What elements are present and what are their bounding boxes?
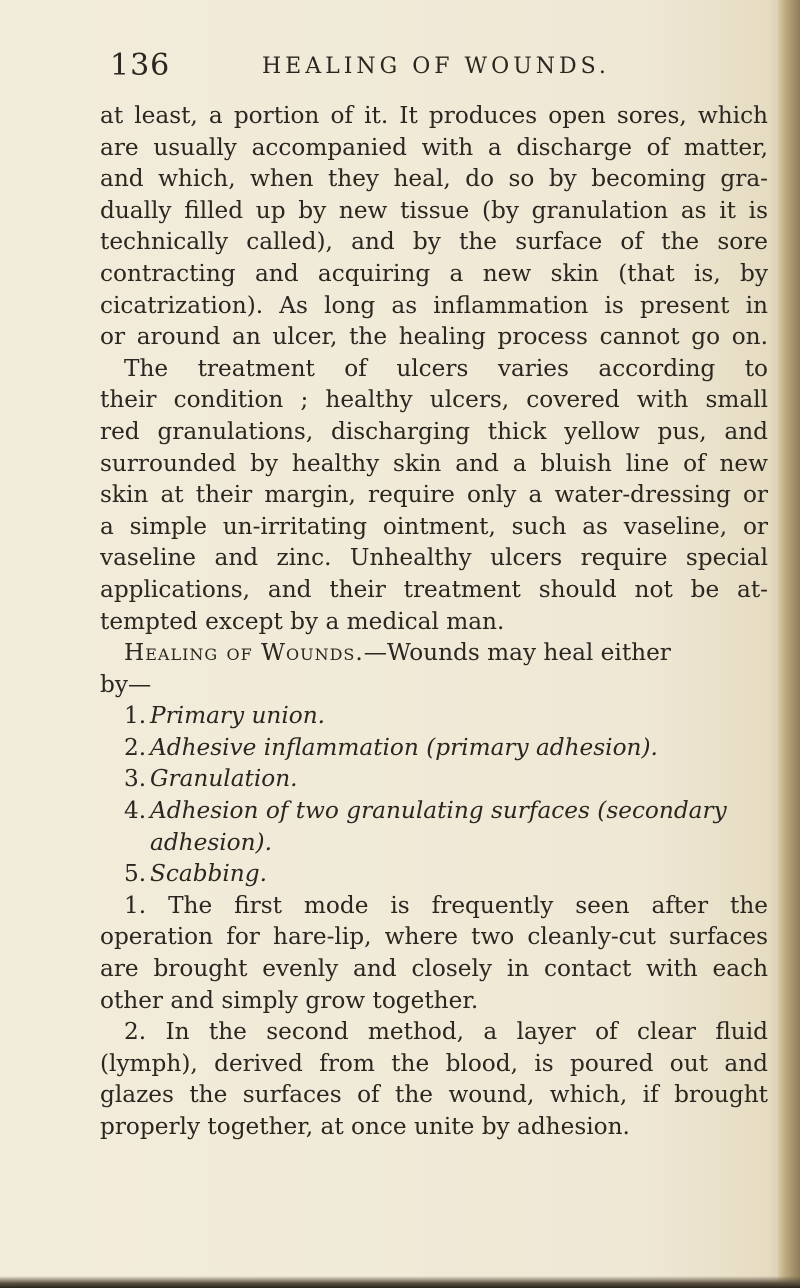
text-line: (lymph), derived from the blood, is poured out and (100, 1049, 768, 1077)
list-text: Adhesion of two granulating surfaces (secondary (150, 797, 727, 825)
text-line: other and simply grow together. (100, 986, 479, 1014)
list-item (100, 795, 768, 827)
section-heading-line (100, 637, 768, 669)
page-edge-shadow (778, 0, 800, 1288)
list-text: Scabbing. (150, 860, 267, 888)
text-fragment: —Wounds may heal either (363, 639, 671, 667)
list-item (100, 763, 768, 795)
text-line: contracting and acquiring a new skin (that is, by (100, 259, 768, 287)
page-header (0, 48, 800, 88)
text-line: red granulations, discharging thick yellow pus, and (100, 417, 768, 445)
running-head: HEALING OF WOUNDS. (262, 54, 610, 79)
text-line: The treatment of ulcers varies according to (124, 354, 768, 382)
list-text: Adhesive inflammation (primary adhesion). (150, 733, 658, 761)
text-line: 1. The first mode is frequently seen after the (124, 891, 768, 919)
section-heading: Healing of Wounds. (124, 639, 364, 667)
list-item (100, 700, 768, 732)
list-item (100, 732, 768, 764)
text-line: or around an ulcer, the healing process cannot go on. (100, 323, 768, 351)
text-line: cicatrization). As long as inflammation is present in (100, 291, 768, 319)
text-line: are brought evenly and closely in contact with each (100, 955, 768, 983)
page-number: 136 (110, 48, 171, 83)
text-line: at least, a portion of it. It produces open sores, which (100, 102, 768, 129)
list-text: Granulation. (150, 765, 298, 793)
text-line: dually filled up by new tissue (by granulation as it is (100, 196, 768, 224)
text-line: vaseline and zinc. Unhealthy ulcers require special (100, 544, 768, 572)
text-line: and which, when they heal, do so by becoming gra- (100, 165, 768, 193)
text-line: their condition ; healthy ulcers, covered with small (100, 386, 768, 414)
text-line: are usually accompanied with a discharge of matter, (100, 133, 768, 161)
list-number: 1. (124, 702, 147, 730)
page-body (100, 100, 768, 1143)
list-item-continuation: adhesion). (150, 828, 272, 856)
text-line: surrounded by healthy skin and a bluish line of new (100, 449, 768, 477)
text-line: a simple un-irritating ointment, such as vaseline, or (100, 512, 768, 540)
list-number: 2. (124, 733, 147, 761)
list-text: Primary union. (150, 702, 326, 730)
text-line: skin at their margin, require only a water-dressing or (100, 481, 768, 509)
list-number: 4. (124, 797, 147, 825)
list-number: 3. (124, 765, 147, 793)
text-line: tempted except by a medical man. (100, 607, 505, 635)
text-line: properly together, at once unite by adhesion. (100, 1113, 630, 1140)
text-line: applications, and their treatment should not be at- (100, 575, 768, 603)
text-line: glazes the surfaces of the wound, which, if brought (100, 1081, 768, 1109)
list-number: 5. (124, 860, 147, 888)
text-line: technically called), and by the surface of the sore (100, 228, 768, 256)
list-item (100, 858, 768, 890)
text-line: by— (100, 670, 152, 698)
page-bottom-shadow (0, 1276, 800, 1288)
text-line: operation for hare-lip, where two cleanly-cut surfaces (100, 923, 768, 951)
text-line: 2. In the second method, a layer of clear fluid (124, 1018, 768, 1046)
